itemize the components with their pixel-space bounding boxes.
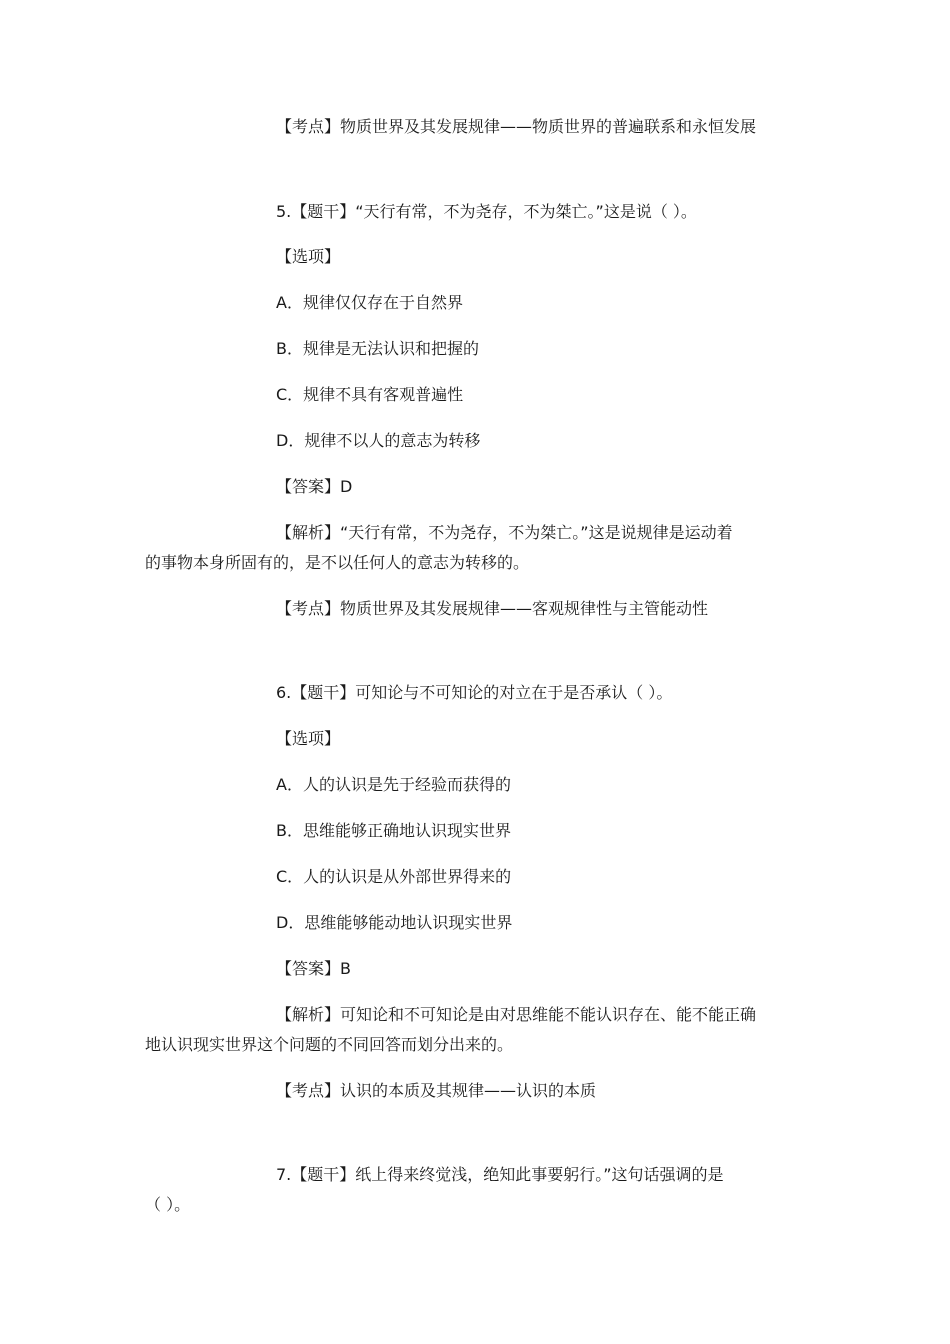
q6-exam-point: 【考点】认识的本质及其规律——认识的本质 — [276, 1081, 597, 1100]
q5-exam-point: 【考点】物质世界及其发展规律——客观规律性与主管能动性 — [276, 599, 709, 618]
q6-option-c: C．人的认识是从外部世界得来的 — [276, 867, 512, 886]
q4-exam-point: 【考点】物质世界及其发展规律——物质世界的普遍联系和永恒发展 — [276, 117, 757, 136]
q5-option-a: A．规律仅仅存在于自然界 — [276, 293, 463, 312]
q6-stem: 6.【题干】可知论与不可知论的对立在于是否承认（ ）。 — [276, 683, 673, 702]
q6-option-b: B．思维能够正确地认识现实世界 — [276, 821, 511, 840]
q5-analysis-line1: 【解析】“天行有常，不为尧存，不为桀亡。”这是说规律是运动着 — [276, 523, 733, 542]
q5-option-d: D．规律不以人的意志为转移 — [276, 431, 481, 450]
q7-stem-line2: （ ）。 — [145, 1195, 191, 1214]
q6-analysis-line1: 【解析】可知论和不可知论是由对思维能不能认识存在、能不能正确 — [276, 1005, 757, 1024]
q7-stem-line1: 7.【题干】纸上得来终觉浅，绝知此事要躬行。”这句话强调的是 — [276, 1165, 724, 1184]
q6-answer: 【答案】B — [276, 959, 351, 978]
q6-option-a: A．人的认识是先于经验而获得的 — [276, 775, 511, 794]
q5-options-heading: 【选项】 — [276, 247, 341, 266]
q6-options-heading: 【选项】 — [276, 729, 341, 748]
q5-option-c: C．规律不具有客观普遍性 — [276, 385, 464, 404]
q5-analysis-line2: 的事物本身所固有的，是不以任何人的意志为转移的。 — [145, 553, 530, 572]
q5-option-b: B．规律是无法认识和把握的 — [276, 339, 479, 358]
q6-analysis-line2: 地认识现实世界这个问题的不同回答而划分出来的。 — [145, 1035, 514, 1054]
q5-stem: 5.【题干】“天行有常，不为尧存，不为桀亡。”这是说（ ）。 — [276, 202, 697, 221]
q5-answer: 【答案】D — [276, 477, 353, 496]
q6-option-d: D．思维能够能动地认识现实世界 — [276, 913, 513, 932]
